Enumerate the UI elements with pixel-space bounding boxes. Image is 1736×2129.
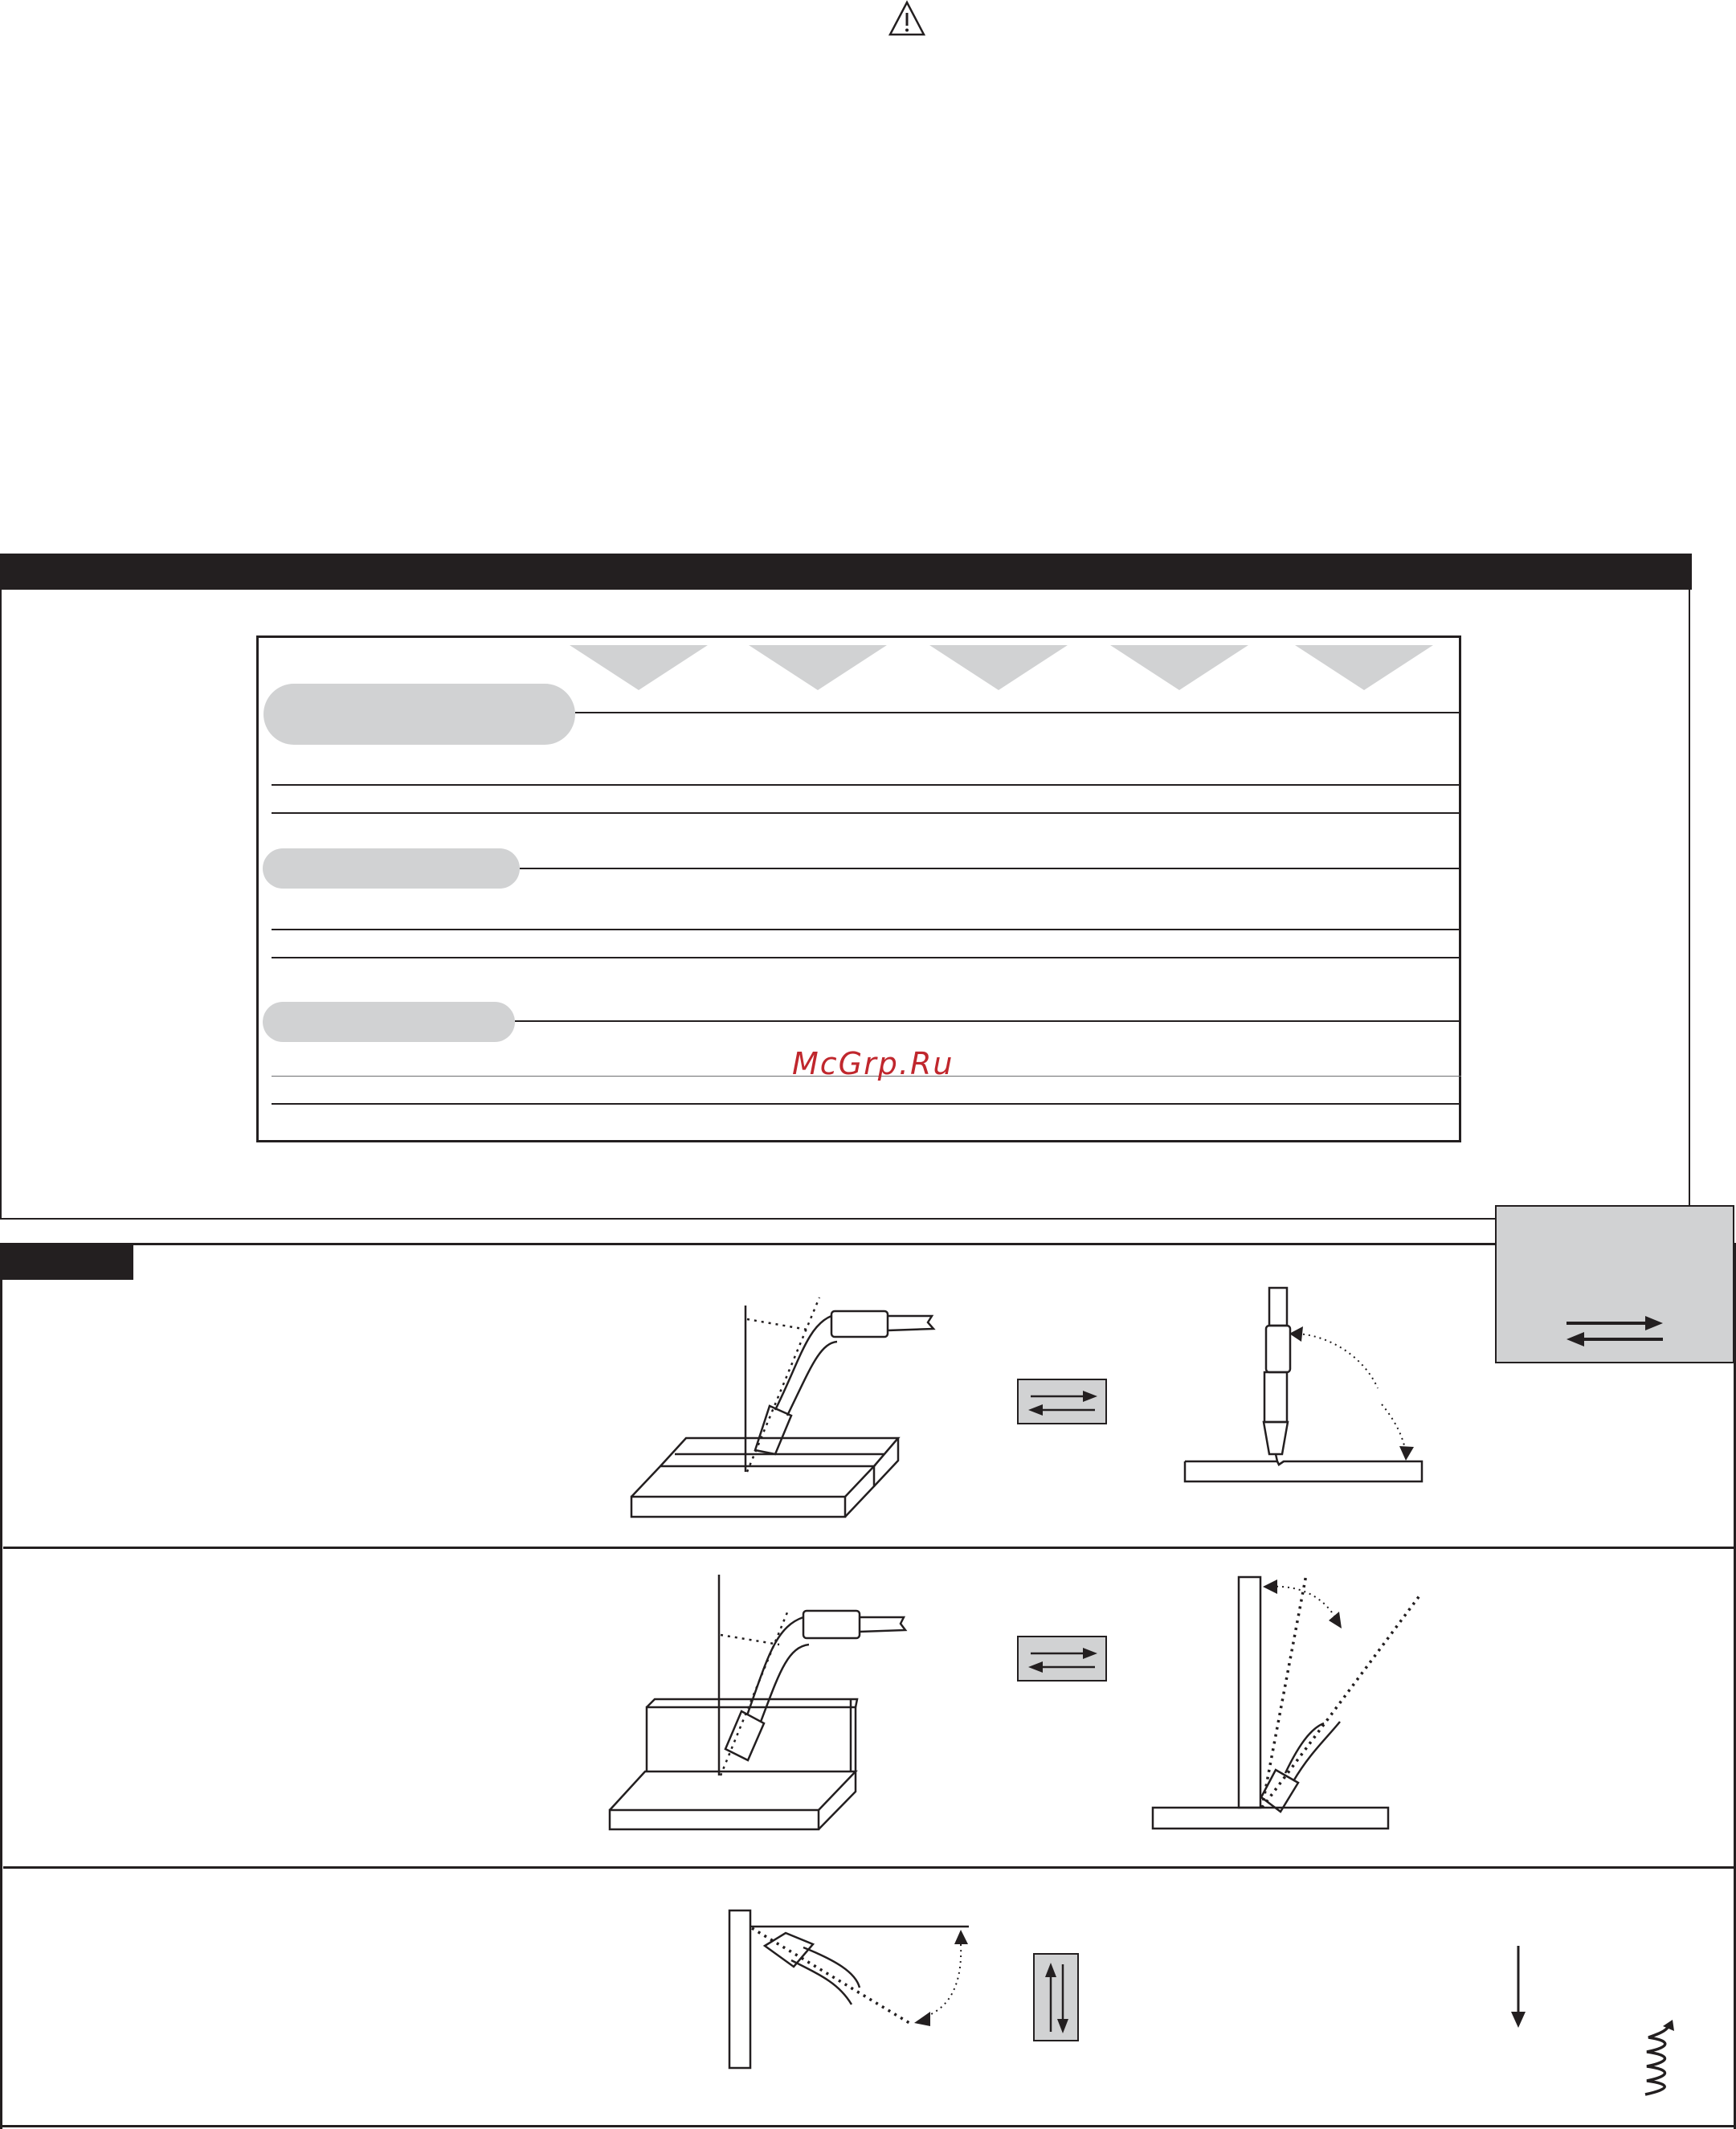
vertical-position-torch-illustration — [723, 1904, 980, 2073]
flat-position-angle-illustration — [1181, 1284, 1430, 1485]
group-1-rule — [575, 712, 1461, 713]
horizontal-fillet-torch-illustration — [607, 1571, 928, 1836]
weave-spiral-icon — [1639, 2018, 1679, 2098]
group-2-rule — [520, 868, 1461, 869]
horizontal-fillet-angle-illustration — [1149, 1571, 1422, 1836]
arrow-down-icon — [1509, 1944, 1528, 2029]
flat-position-torch-illustration — [627, 1293, 948, 1526]
double-arrow-vertical-icon — [1041, 1961, 1072, 2035]
group-3-rule — [515, 1020, 1461, 1022]
double-arrow-horizontal-icon — [1027, 1388, 1099, 1417]
watermark: McGrp.Ru — [792, 1046, 954, 1081]
double-arrow-horizontal-icon — [1027, 1645, 1099, 1674]
column-marker-3 — [929, 645, 1068, 690]
table-row-divider — [272, 957, 1461, 958]
column-marker-5 — [1295, 645, 1433, 690]
row-divider — [3, 1866, 1734, 1869]
table-row-divider — [272, 1103, 1461, 1105]
row-divider — [3, 1547, 1734, 1549]
warning-triangle-icon — [888, 0, 925, 37]
top-text-area — [48, 48, 1687, 530]
row-group-label-1 — [263, 684, 575, 745]
push-pull-symbol-row-1 — [1017, 1379, 1107, 1424]
row-group-label-3 — [263, 1002, 515, 1042]
push-pull-symbol-row-2 — [1017, 1636, 1107, 1682]
row-group-label-2 — [263, 848, 520, 889]
section-tab — [2, 1244, 133, 1280]
bottom-border — [0, 2125, 1736, 2127]
up-down-symbol — [1033, 1953, 1079, 2041]
table-row-divider — [272, 784, 1461, 786]
table-row-divider — [272, 812, 1461, 814]
column-marker-4 — [1110, 645, 1248, 690]
table-row-divider — [272, 929, 1461, 930]
column-marker-1 — [570, 645, 708, 690]
column-marker-2 — [749, 645, 887, 690]
double-arrow-horizontal-icon — [1562, 1314, 1667, 1346]
section-header-bar — [0, 554, 1692, 590]
